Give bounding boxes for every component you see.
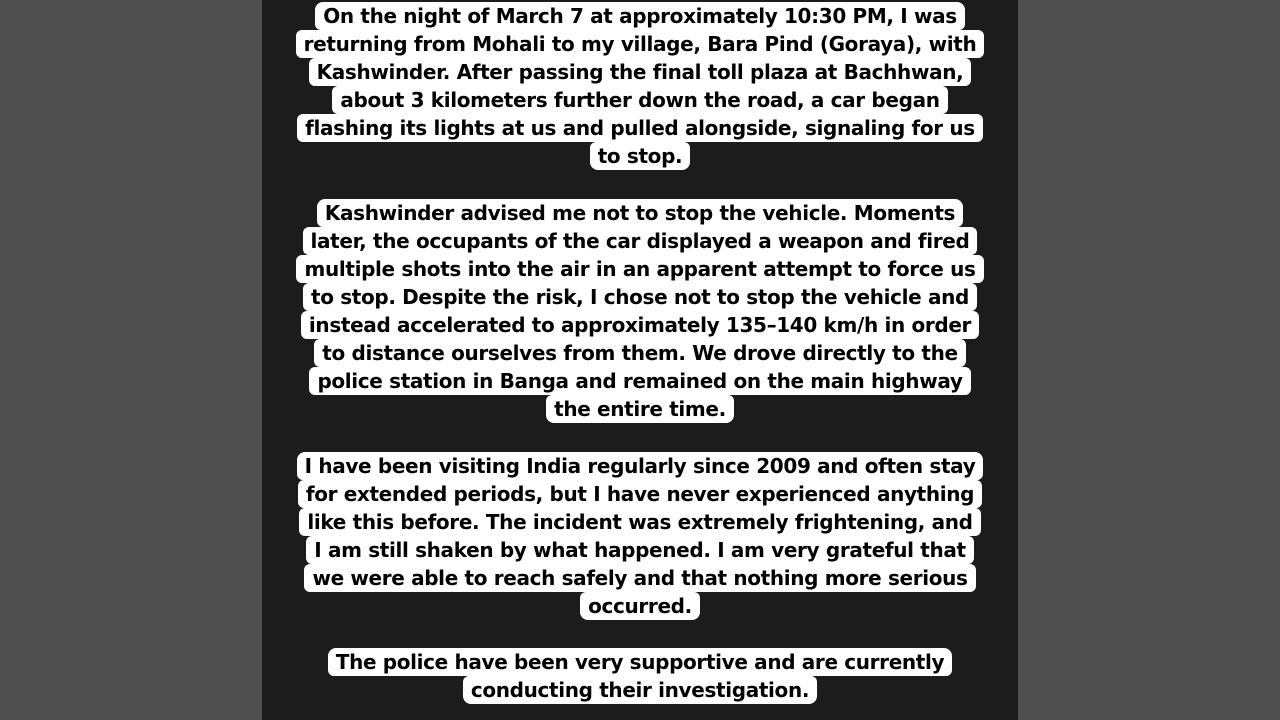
text-line <box>262 227 1018 255</box>
statement-paragraph-4 <box>262 648 1018 704</box>
line-text: later, the occupants of the car displayed a weapon and fired <box>303 227 978 255</box>
line-text: conducting their investigation. <box>463 676 817 704</box>
statement-paragraph-2 <box>262 199 1018 423</box>
line-text: like this before. The incident was extremely frightening, and <box>299 508 980 536</box>
line-text: I am still shaken by what happened. I am very grateful that <box>306 536 973 564</box>
text-line <box>262 592 1018 620</box>
text-line <box>262 452 1018 480</box>
story-panel <box>262 0 1018 720</box>
line-text: about 3 kilometers further down the road, a car began <box>332 86 947 114</box>
text-line <box>262 199 1018 227</box>
text-line <box>262 508 1018 536</box>
text-line <box>262 564 1018 592</box>
text-line <box>262 367 1018 395</box>
line-text: On the night of March 7 at approximately 10:30 PM, I was <box>315 2 965 30</box>
text-line <box>262 114 1018 142</box>
statement-paragraph-3 <box>262 452 1018 620</box>
text-line <box>262 255 1018 283</box>
text-line <box>262 339 1018 367</box>
text-line <box>262 395 1018 423</box>
text-line <box>262 480 1018 508</box>
statement-paragraph-1 <box>262 2 1018 170</box>
text-line <box>262 30 1018 58</box>
line-text: to stop. Despite the risk, I chose not to stop the vehicle and <box>303 283 977 311</box>
line-text: Kashwinder advised me not to stop the vehicle. Moments <box>317 199 963 227</box>
line-text: the entire time. <box>546 395 734 423</box>
text-line <box>262 311 1018 339</box>
line-text: occurred. <box>580 592 700 620</box>
line-text: Kashwinder. After passing the final toll plaza at Bachhwan, <box>309 58 972 86</box>
text-line <box>262 536 1018 564</box>
line-text: flashing its lights at us and pulled alongside, signaling for us <box>297 114 983 142</box>
text-line <box>262 676 1018 704</box>
line-text: police station in Banga and remained on the main highway <box>309 367 970 395</box>
line-text: returning from Mohali to my village, Bara Pind (Goraya), with <box>296 30 985 58</box>
line-text: The police have been very supportive and are currently <box>328 648 952 676</box>
text-line <box>262 2 1018 30</box>
text-line <box>262 86 1018 114</box>
text-line <box>262 648 1018 676</box>
line-text: to distance ourselves from them. We drove directly to the <box>314 339 965 367</box>
text-line <box>262 142 1018 170</box>
line-text: I have been visiting India regularly since 2009 and often stay <box>297 452 984 480</box>
text-line <box>262 283 1018 311</box>
line-text: instead accelerated to approximately 135–140 km/h in order <box>301 311 979 339</box>
line-text: to stop. <box>590 142 691 170</box>
text-line <box>262 58 1018 86</box>
line-text: for extended periods, but I have never experienced anything <box>298 480 982 508</box>
line-text: we were able to reach safely and that nothing more serious <box>304 564 975 592</box>
line-text: multiple shots into the air in an apparent attempt to force us <box>296 255 983 283</box>
